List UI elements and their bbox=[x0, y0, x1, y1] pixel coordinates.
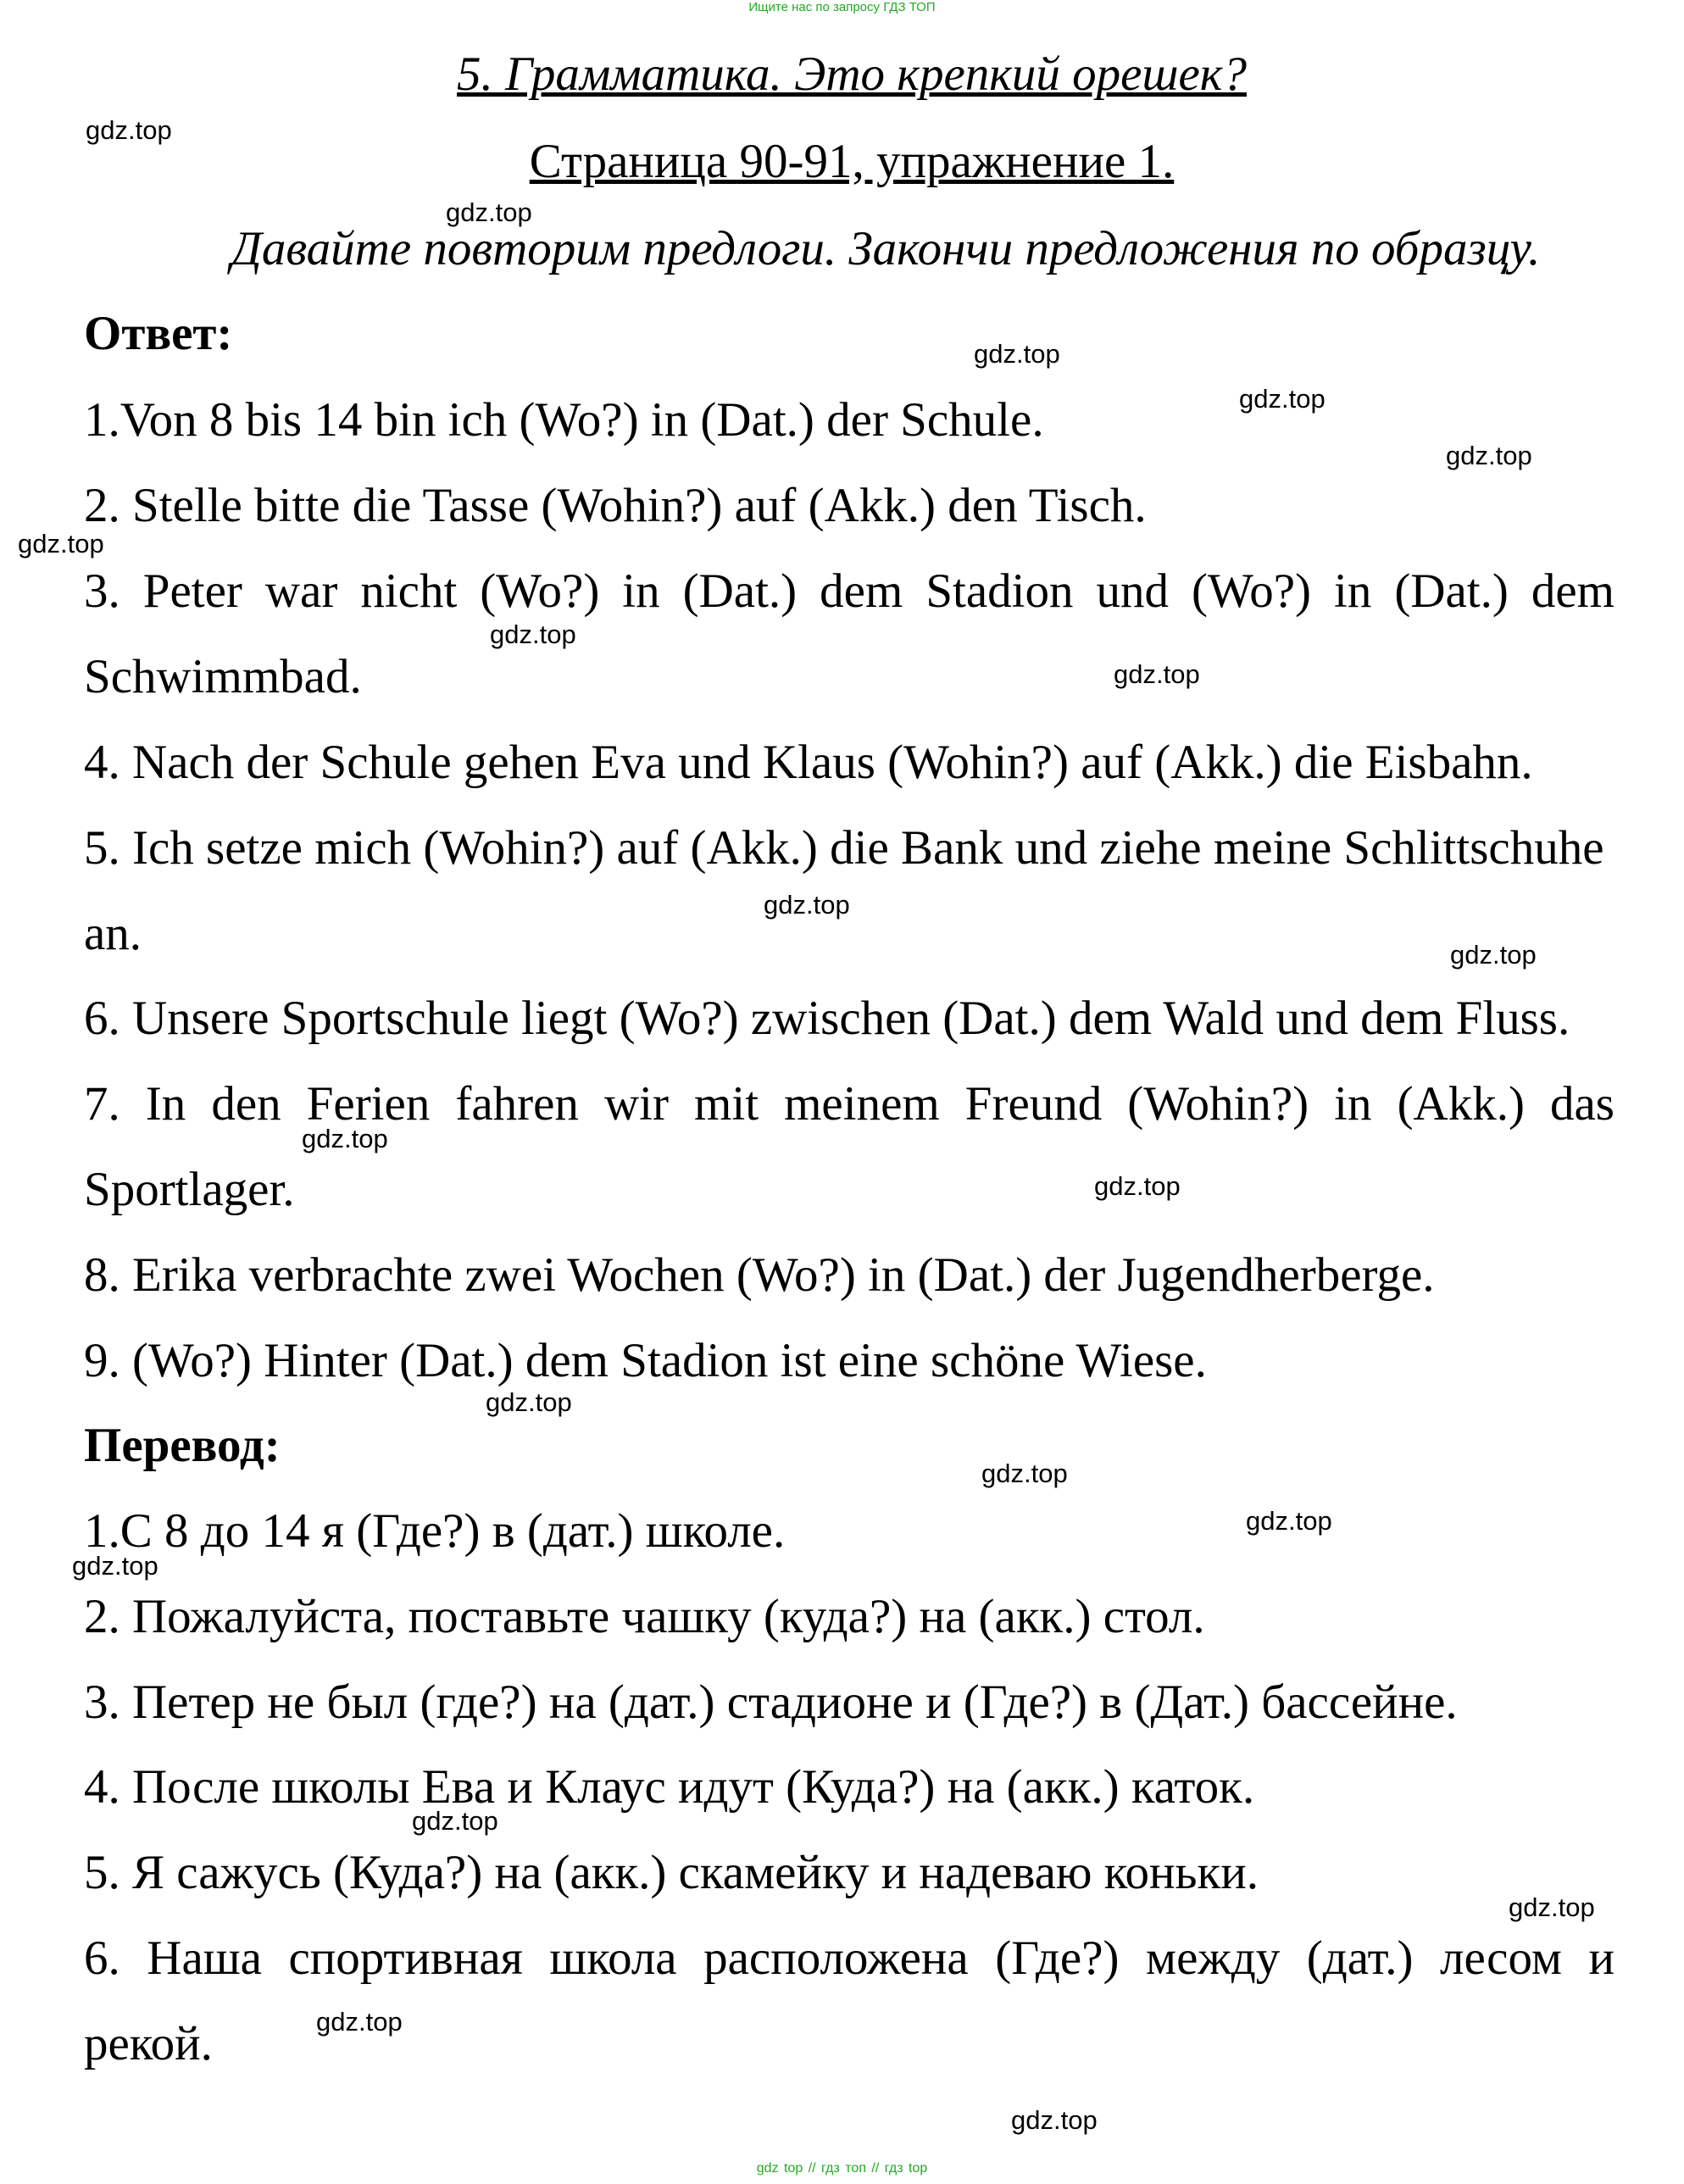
watermark: gdz.top bbox=[302, 1124, 388, 1153]
answer-line: Sportlager. bbox=[84, 1163, 295, 1216]
answer-line: 8. Erika verbrachte zwei Wochen (Wo?) in (Dat.) der Jugendherberge. bbox=[84, 1248, 1435, 1302]
answer-heading: Ответ: bbox=[84, 307, 233, 360]
answer-line: 9. (Wo?) Hinter (Dat.) dem Stadion ist eine schöne Wiese. bbox=[84, 1334, 1207, 1387]
watermark: gdz.top bbox=[316, 2007, 403, 2037]
translation-line: 3. Петер не был (где?) на (дат.) стадионе и (Где?) в (Дат.) бассейне. bbox=[84, 1676, 1458, 1729]
watermark: gdz.top bbox=[1450, 940, 1537, 970]
answer-line: 6. Unsere Sportschule liegt (Wo?) zwischen (Dat.) dem Wald und dem Fluss. bbox=[84, 992, 1570, 1045]
watermark: gdz.top bbox=[86, 115, 172, 145]
watermark: gdz.top bbox=[1094, 1171, 1181, 1201]
watermark: gdz.top bbox=[412, 1806, 498, 1836]
translation-line: 4. После школы Ева и Клаус идут (Куда?) на (акк.) каток. bbox=[84, 1760, 1255, 1814]
top-banner: Ищите нас по запросу ГДЗ ТОП bbox=[748, 0, 936, 14]
answer-line: 4. Nach der Schule gehen Eva und Klaus (Wohin?) auf (Akk.) die Eisbahn. bbox=[84, 736, 1533, 789]
watermark: gdz.top bbox=[1011, 2105, 1098, 2135]
answer-line: 7. In den Ferien fahren wir mit meinem Freund (Wohin?) in (Akk.) das bbox=[84, 1077, 1615, 1131]
translation-heading: Перевод: bbox=[84, 1419, 281, 1472]
watermark: gdz.top bbox=[1114, 659, 1200, 689]
watermark: gdz.top bbox=[974, 339, 1060, 369]
translation-line: 2. Пожалуйста, поставьте чашку (куда?) на (акк.) стол. bbox=[84, 1590, 1205, 1643]
answer-line: 2. Stelle bitte die Tasse (Wohin?) auf (Akk.) den Tisch. bbox=[84, 479, 1147, 532]
translation-line: 1.С 8 до 14 я (Где?) в (дат.) школе. bbox=[84, 1504, 786, 1558]
answer-line: Schwimmbad. bbox=[84, 650, 362, 703]
watermark: gdz.top bbox=[18, 529, 104, 559]
translation-line: 6. Наша спортивная школа расположена (Где?) между (дат.) лесом и bbox=[84, 1931, 1615, 1985]
answer-line: 3. Peter war nicht (Wo?) in (Dat.) dem Stadion und (Wo?) in (Dat.) dem bbox=[84, 564, 1615, 618]
watermark: gdz.top bbox=[1509, 1892, 1595, 1922]
task-instruction: Давайте повторим предлоги. Закончи предложения по образцу. bbox=[231, 222, 1541, 275]
bottom-banner: gdz top // гдз топ // гдз top bbox=[756, 2161, 928, 2176]
watermark: gdz.top bbox=[486, 1387, 572, 1417]
watermark: gdz.top bbox=[1239, 384, 1326, 414]
watermark: gdz.top bbox=[981, 1459, 1068, 1488]
answer-line: an. bbox=[84, 907, 142, 960]
translation-line: 5. Я сажусь (Куда?) на (акк.) скамейку и надеваю коньки. bbox=[84, 1846, 1259, 1899]
page-subtitle: Страница 90-91, упражнение 1. bbox=[529, 135, 1175, 188]
watermark: gdz.top bbox=[72, 1551, 158, 1581]
answer-line: 5. Ich setze mich (Wohin?) auf (Akk.) die Bank und ziehe meine Schlittschuhe bbox=[84, 821, 1604, 875]
watermark: gdz.top bbox=[1446, 441, 1532, 470]
watermark: gdz.top bbox=[1246, 1506, 1332, 1536]
watermark: gdz.top bbox=[764, 890, 850, 920]
translation-line: рекой. bbox=[84, 2017, 213, 2070]
watermark: gdz.top bbox=[446, 197, 532, 227]
page-title: 5. Грамматика. Это крепкий орешек? bbox=[457, 47, 1247, 101]
watermark: gdz.top bbox=[490, 620, 576, 649]
answer-line: 1.Von 8 bis 14 bin ich (Wo?) in (Dat.) der Schule. bbox=[84, 393, 1044, 447]
